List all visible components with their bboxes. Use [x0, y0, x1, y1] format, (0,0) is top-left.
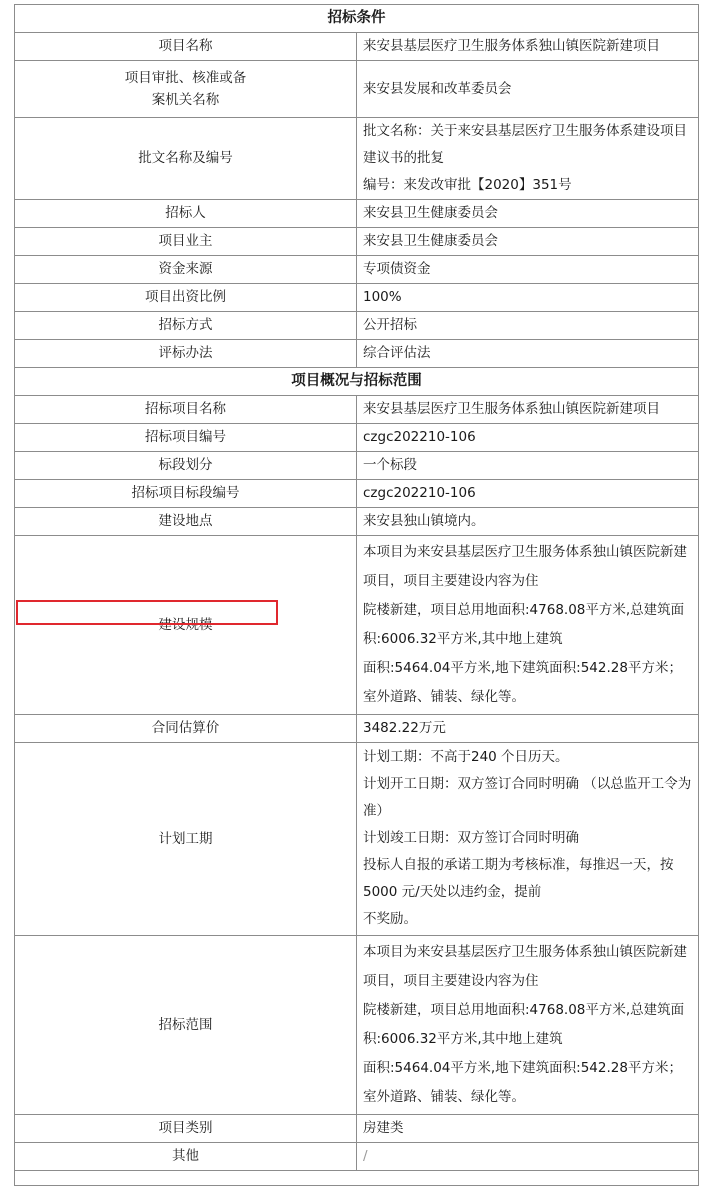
table-row: [15, 340, 699, 368]
table-row: [15, 118, 699, 200]
value-line: 本项目为来安县基层医疗卫生服务体系独山镇医院新建项目，项目主要建设内容为住: [363, 944, 687, 989]
row-label: 项目类别: [15, 1115, 357, 1143]
value-line: 投标人自报的承诺工期为考核标准，每推迟一天，按 5000 元/天处以违约金，提前: [363, 857, 674, 900]
row-label: 招标项目编号: [15, 424, 357, 452]
row-label: 批文名称及编号: [15, 118, 357, 200]
value-line: 计划工期：不高于240 个日历天。: [363, 749, 569, 765]
value-line: 批文名称：关于来安县基层医疗卫生服务体系建设项目建议书的批复: [363, 123, 687, 166]
tender-table: [14, 4, 699, 1186]
table-row: [15, 424, 699, 452]
row-value: /: [357, 1143, 699, 1171]
row-value: 来安县卫生健康委员会: [357, 200, 699, 228]
row-label: 其他: [15, 1143, 357, 1171]
row-value: 来安县独山镇境内。: [357, 508, 699, 536]
row-label: 资金来源: [15, 256, 357, 284]
table-row: [15, 1143, 699, 1171]
value-line: 计划竣工日期：双方签订合同时明确: [363, 830, 579, 846]
table-row: [15, 508, 699, 536]
value-line: 计划开工日期：双方签订合同时明确 （以总监开工令为准）: [363, 776, 692, 819]
row-label: 建设规模: [15, 536, 357, 715]
row-value: czgc202210-106: [357, 424, 699, 452]
empty-cell: [15, 1171, 699, 1186]
section-title-project-overview: 项目概况与招标范围: [15, 368, 699, 396]
row-label: 评标办法: [15, 340, 357, 368]
table-row: [15, 936, 699, 1115]
table-row: [15, 61, 699, 118]
value-line: 面积:5464.04平方米,地下建筑面积:542.28平方米；室外道路、铺装、绿化等。: [363, 1060, 682, 1105]
table-row: [15, 228, 699, 256]
row-label: 招标项目名称: [15, 396, 357, 424]
row-value: 综合评估法: [357, 340, 699, 368]
row-value: 来安县卫生健康委员会: [357, 228, 699, 256]
row-label: 合同估算价: [15, 715, 357, 743]
table-row: [15, 743, 699, 936]
table-row: [15, 480, 699, 508]
table-row: [15, 33, 699, 61]
row-label: 招标方式: [15, 312, 357, 340]
table-row: [15, 256, 699, 284]
row-value: [357, 118, 699, 200]
section-header-row: [15, 5, 699, 33]
label-line: 项目审批、核准或备: [124, 70, 247, 86]
row-value: 公开招标: [357, 312, 699, 340]
section-header-row: [15, 368, 699, 396]
row-value: 来安县基层医疗卫生服务体系独山镇医院新建项目: [357, 396, 699, 424]
row-value: 来安县基层医疗卫生服务体系独山镇医院新建项目: [357, 33, 699, 61]
table-row: [15, 200, 699, 228]
table-row: [15, 536, 699, 715]
table-row: [15, 452, 699, 480]
row-label: 建设地点: [15, 508, 357, 536]
row-label: 招标人: [15, 200, 357, 228]
row-value: [357, 743, 699, 936]
row-label: 计划工期: [15, 743, 357, 936]
value-line: 院楼新建，项目总用地面积:4768.08平方米,总建筑面积:6006.32平方米,其中地上建筑: [363, 602, 685, 647]
table-row: [15, 312, 699, 340]
row-value: 房建类: [357, 1115, 699, 1143]
row-value: 专项债资金: [357, 256, 699, 284]
value-line: 面积:5464.04平方米,地下建筑面积:542.28平方米；室外道路、铺装、绿化等。: [363, 660, 682, 705]
contract-estimate-value: 3482.22万元: [357, 715, 699, 743]
row-value: czgc202210-106: [357, 480, 699, 508]
row-label: 项目名称: [15, 33, 357, 61]
row-label: 标段划分: [15, 452, 357, 480]
value-line: 院楼新建，项目总用地面积:4768.08平方米,总建筑面积:6006.32平方米,其中地上建筑: [363, 1002, 685, 1047]
row-value: 100%: [357, 284, 699, 312]
row-value: [357, 536, 699, 715]
table-row: [15, 284, 699, 312]
value-line: 本项目为来安县基层医疗卫生服务体系独山镇医院新建项目，项目主要建设内容为住: [363, 544, 687, 589]
row-label: 项目出资比例: [15, 284, 357, 312]
row-label: [15, 61, 357, 118]
tender-document: [14, 4, 699, 1186]
row-label: 项目业主: [15, 228, 357, 256]
table-row: [15, 396, 699, 424]
row-label: 招标项目标段编号: [15, 480, 357, 508]
row-label: 招标范围: [15, 936, 357, 1115]
label-line: 案机关名称: [151, 92, 220, 108]
row-value: [357, 936, 699, 1115]
table-row-contract-estimate: [15, 715, 699, 743]
row-value: 来安县发展和改革委员会: [357, 61, 699, 118]
row-value: 一个标段: [357, 452, 699, 480]
value-line: 不奖励。: [363, 911, 417, 927]
section-title-bidding-conditions: 招标条件: [15, 5, 699, 33]
table-row: [15, 1115, 699, 1143]
table-row-empty: [15, 1171, 699, 1186]
value-line: 编号：来发改审批【2020】351号: [363, 177, 572, 193]
